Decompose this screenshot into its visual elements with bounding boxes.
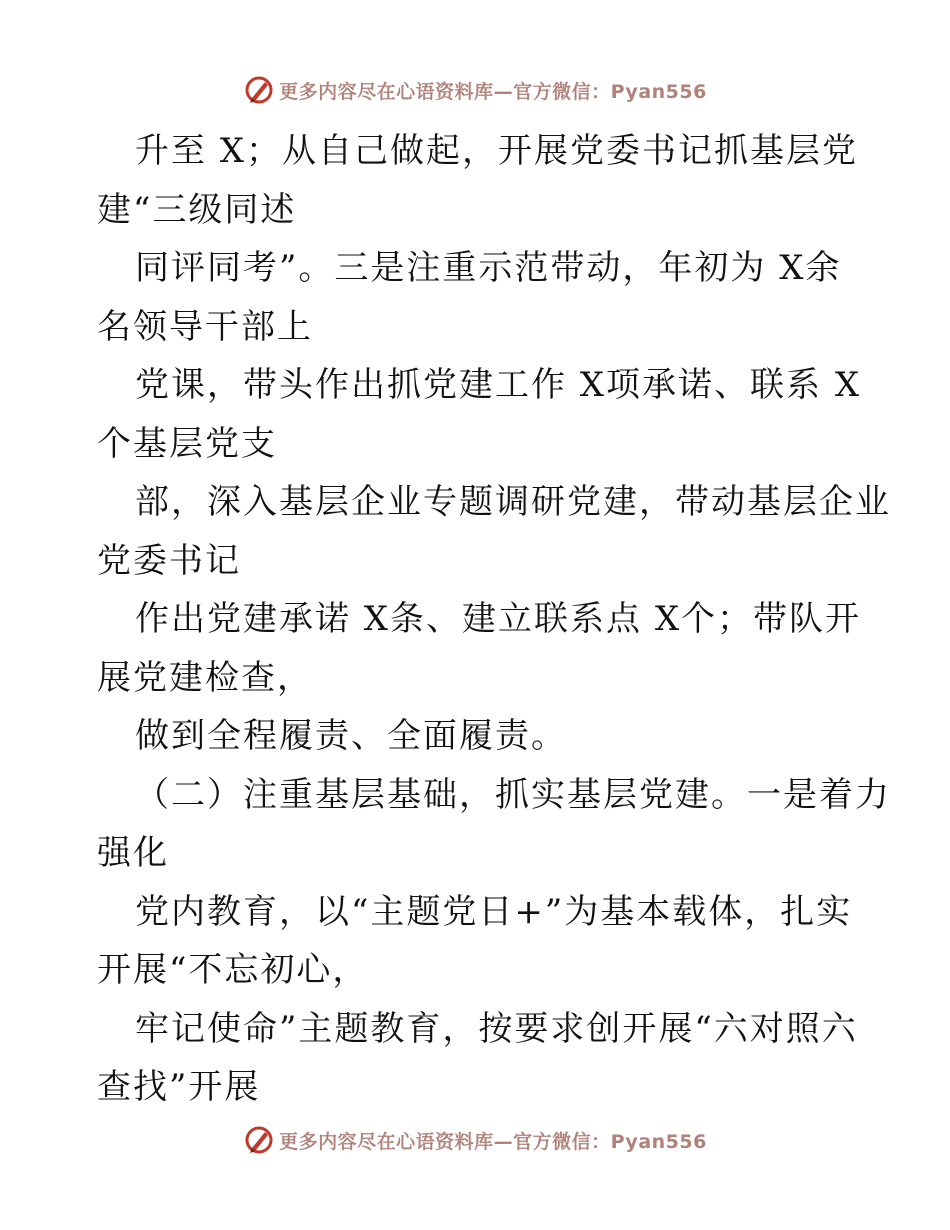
text-line: 查找”开展 — [97, 1067, 261, 1107]
pen-logo-icon — [243, 74, 275, 106]
text-line: 展党建检查， — [97, 657, 313, 698]
text-line: 党委书记 — [97, 540, 241, 581]
text-line: 部，深入基层企业专题调研党建，带动基层企业 — [135, 482, 891, 522]
text-line: 做到全程履责、全面履责。 — [135, 716, 567, 756]
text-line: 名领导干部上 — [97, 306, 313, 347]
text-line: 开展“不忘初心， — [97, 950, 369, 990]
header-watermark — [0, 70, 950, 110]
text-line: 个基层党支 — [97, 423, 277, 464]
text-line: 党课，带头作出抓党建工作 X项承诺、联系 X — [135, 365, 862, 405]
section-heading-line: （二）注重基层基础，抓实基层党建。一是着力 — [135, 774, 891, 815]
document-body — [97, 122, 891, 1117]
footer-watermark — [0, 1120, 950, 1160]
text-line: 升至 X；从自己做起，开展党委书记抓基层党 — [135, 131, 859, 171]
text-line: 强化 — [97, 833, 169, 873]
text-line: 同评同考”。三是注重示范带动，年初为 X余 — [135, 248, 842, 288]
text-line: 建“三级同述 — [97, 189, 297, 230]
pen-logo-icon — [243, 1124, 275, 1156]
text-line: 党内教育，以“主题党日+”为基本载体，扎实 — [135, 891, 853, 932]
watermark-text: 更多内容尽在心语资料库—官方微信：Pyan556 — [279, 80, 707, 103]
text-line: 作出党建承诺 X条、建立联系点 X个；带队开 — [135, 599, 862, 639]
watermark-text: 更多内容尽在心语资料库—官方微信：Pyan556 — [279, 1130, 707, 1153]
text-line: 牢记使命”主题教育，按要求创开展“六对照六 — [135, 1008, 858, 1049]
